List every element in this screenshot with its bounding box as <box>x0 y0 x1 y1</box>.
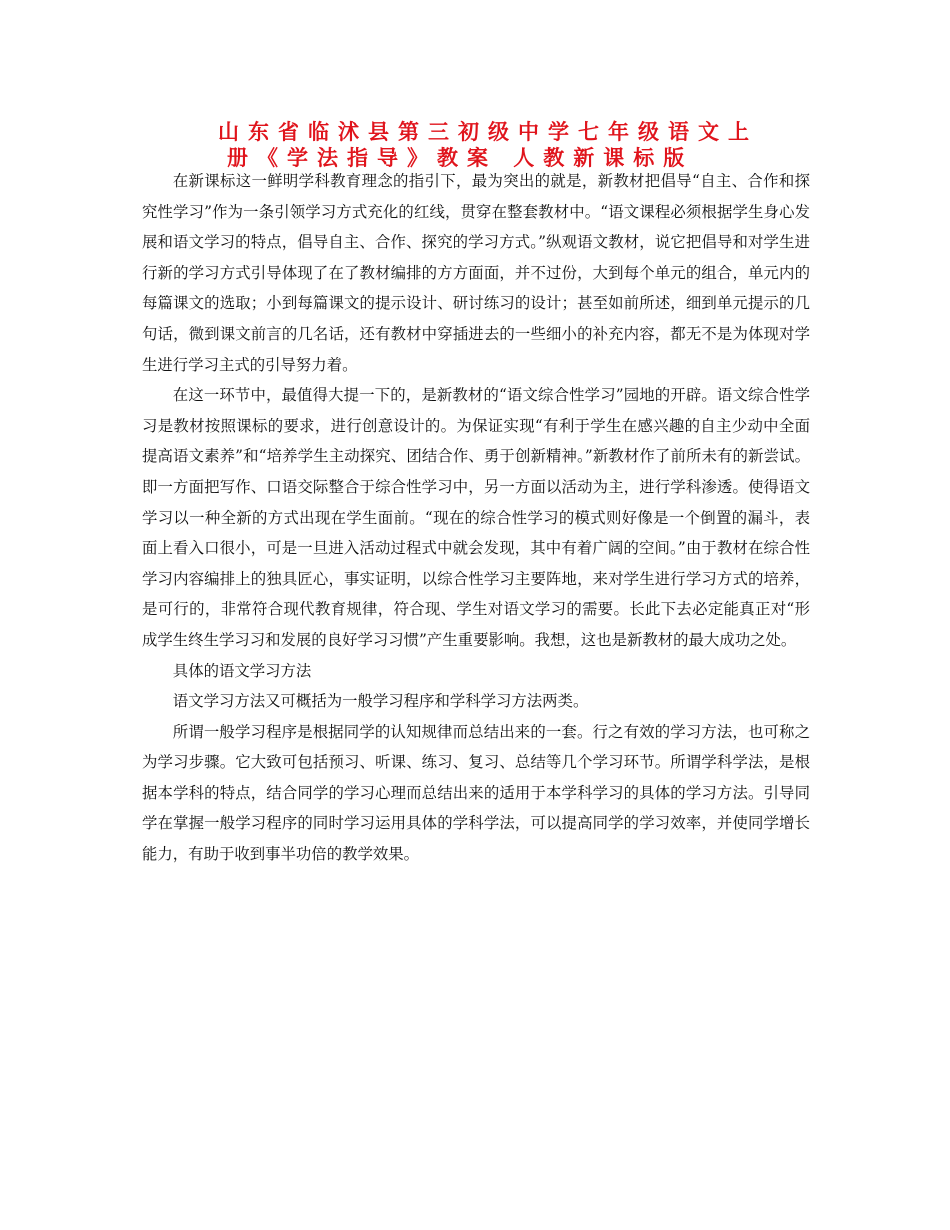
paragraph-2: 在这一环节中，最值得大提一下的，是新教材的“语文综合性学习”园地的开辟。语文综合性学习是教材按照课标的要求，进行创意设计的。为保证实现“有利于学生在感兴趣的自主少动中全面提高语文素养”和“培养学生主动探究、团结合作、勇于创新精神。”新教材作了前所未有的新尝试。即一方面把写作、口语交际整合于综合性学习中，另一方面以活动为主，进行学科渗透。使得语文学习以一种全新的方式出现在学生面前。“现在的综合性学习的模式则好像是一个倒置的漏斗，表面上看入口很小，可是一旦进入活动过程式中就会发现，其中有着广阔的空间。”由于教材在综合性学习内容编排上的独具匠心，事实证明，以综合性学习主要阵地，来对学生进行学习方式的培养，是可行的，非常符合现代教育规律，符合现、学生对语文学习的需要。长此下去必定能真正对“形成学生终生学习习和发展的良好学习习惯”产生重要影响。我想，这也是新教材的最大成功之处。 <box>142 386 810 649</box>
section-heading: 具体的语文学习方法 <box>172 661 312 680</box>
paragraph-4: 所谓一般学习程序是根据同学的认知规律而总结出来的一套。行之有效的学习方法，也可称之为学习步骤。它大致可包括预习、听课、练习、复习、总结等几个学习环节。所谓学科学法，是根据本学科的特点，结合同学的学习心理而总结出来的适用于本学科学习的具体的学习方法。引导同学在掌握一般学习程序的同时学习运用具体的学科学法，可以提高同学的学习效率，并使同学增长能力，有助于收到事半功倍的教学效果。 <box>142 722 810 864</box>
document-body <box>142 166 810 870</box>
paragraph-3: 语文学习方法又可概括为一般学习程序和学科学习方法两类。 <box>172 692 589 711</box>
paragraph-1: 在新课标这一鲜明学科教育理念的指引下，最为突出的就是，新教材把倡导“自主、合作和探究性学习”作为一条引领学习方式充化的红线，贯穿在整套教材中。“语文课程必须根据学生身心发展和语文学习的特点，倡导自主、合作、探究的学习方式。”纵观语文教材，说它把倡导和对学生进行新的学习方式引导体现了在了教材编排的方方面面，并不过份，大到每个单元的组合，单元内的每篇课文的选取；小到每篇课文的提示设计、研讨练习的设计；甚至如前所述，细到单元提示的几句话，微到课文前言的几名话，还有教材中穿插进去的一些细小的补充内容，都无不是为体现对学生进行学习主式的引导努力着。 <box>142 172 810 374</box>
document-title-line-1: 山东省临沭县第三初级中学七年级语文上 <box>218 119 758 144</box>
document-title-line-2: 册《学法指导》教案 人教新课标版 <box>227 145 694 170</box>
